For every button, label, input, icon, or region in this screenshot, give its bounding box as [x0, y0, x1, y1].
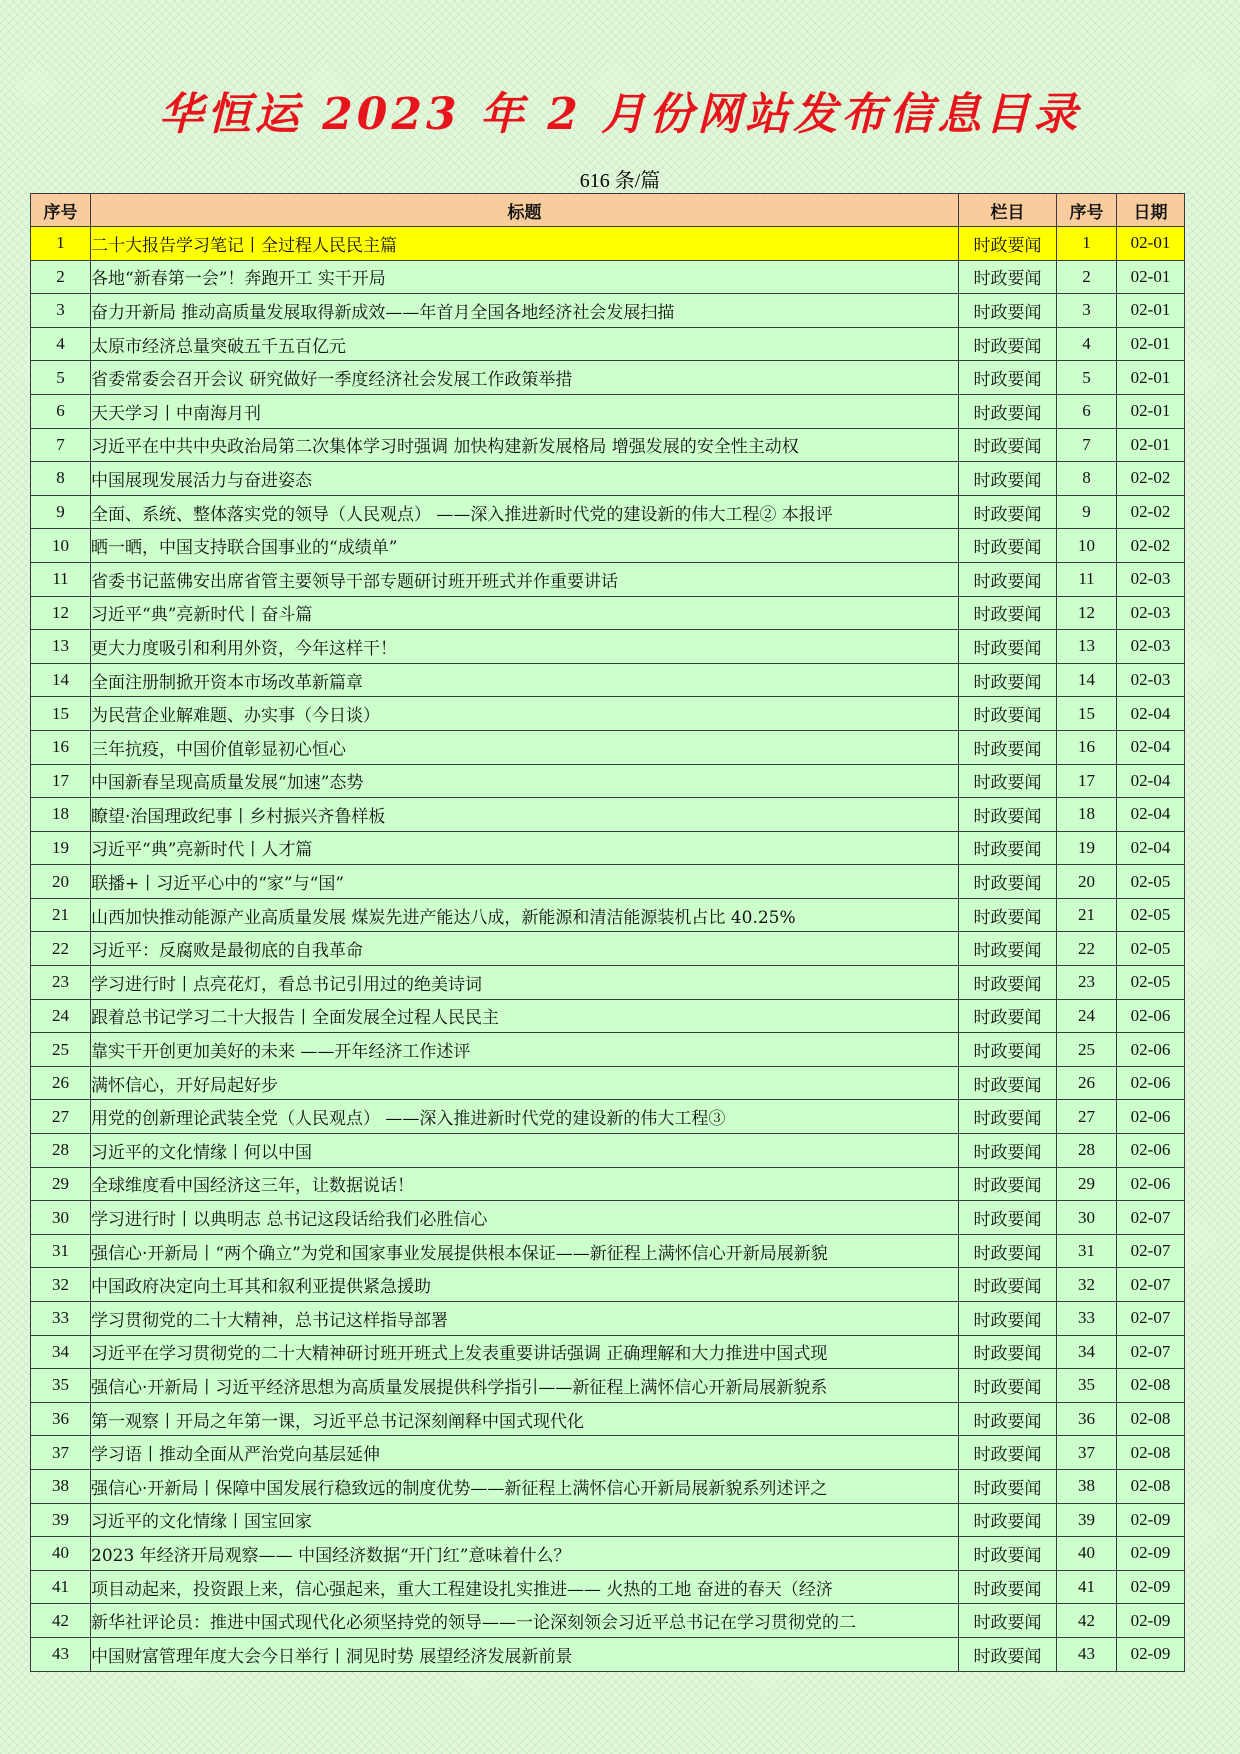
- table-row: [31, 1537, 1185, 1571]
- row-column: 时政要闻: [959, 1604, 1057, 1638]
- item-count: 616 条/篇: [579, 170, 661, 192]
- row-date: 02-03: [1117, 562, 1185, 596]
- table-row: [31, 1369, 1185, 1403]
- row-column: 时政要闻: [959, 529, 1057, 563]
- row-num: 6: [31, 394, 91, 428]
- row-date: 02-06: [1117, 1100, 1185, 1134]
- row-date: 02-09: [1117, 1637, 1185, 1671]
- row-column: 时政要闻: [959, 1469, 1057, 1503]
- table-row: [31, 1604, 1185, 1638]
- row-num: 27: [31, 1100, 91, 1134]
- header-row: [31, 194, 1185, 227]
- row-column: 时政要闻: [959, 1234, 1057, 1268]
- row-seq: 29: [1057, 1167, 1117, 1201]
- row-seq: 31: [1057, 1234, 1117, 1268]
- row-seq: 43: [1057, 1637, 1117, 1671]
- row-column: 时政要闻: [959, 1201, 1057, 1235]
- row-title: 为民营企业解难题、办实事（今日谈）: [91, 697, 959, 731]
- header-column: 栏目: [959, 194, 1057, 227]
- row-seq: 14: [1057, 663, 1117, 697]
- row-seq: 26: [1057, 1066, 1117, 1100]
- row-num: 9: [31, 495, 91, 529]
- catalog-table: [30, 193, 1185, 1672]
- row-date: 02-07: [1117, 1201, 1185, 1235]
- row-seq: 36: [1057, 1402, 1117, 1436]
- row-column: 时政要闻: [959, 1066, 1057, 1100]
- row-seq: 33: [1057, 1302, 1117, 1336]
- row-num: 22: [31, 932, 91, 966]
- row-column: 时政要闻: [959, 1134, 1057, 1168]
- row-num: 38: [31, 1469, 91, 1503]
- row-num: 25: [31, 1033, 91, 1067]
- row-column: 时政要闻: [959, 1436, 1057, 1470]
- table-row: [31, 1066, 1185, 1100]
- row-column: 时政要闻: [959, 1302, 1057, 1336]
- row-date: 02-05: [1117, 898, 1185, 932]
- row-seq: 10: [1057, 529, 1117, 563]
- row-title: 更大力度吸引和利用外资，今年这样干！: [91, 630, 959, 664]
- table-row: [31, 394, 1185, 428]
- row-date: 02-03: [1117, 663, 1185, 697]
- row-date: 02-01: [1117, 361, 1185, 395]
- row-title: 学习进行时丨点亮花灯，看总书记引用过的绝美诗词: [91, 966, 959, 1000]
- row-title: 强信心·开新局丨“两个确立”为党和国家事业发展提供根本保证——新征程上满怀信心开新局展新貌: [91, 1234, 959, 1268]
- row-column: 时政要闻: [959, 798, 1057, 832]
- table-row: [31, 831, 1185, 865]
- row-seq: 40: [1057, 1537, 1117, 1571]
- table-row: [31, 1201, 1185, 1235]
- row-seq: 32: [1057, 1268, 1117, 1302]
- row-title: 二十大报告学习笔记丨全过程人民民主篇: [91, 227, 959, 261]
- row-column: 时政要闻: [959, 932, 1057, 966]
- row-column: 时政要闻: [959, 1100, 1057, 1134]
- row-title: 中国政府决定向土耳其和叙利亚提供紧急援助: [91, 1268, 959, 1302]
- row-seq: 18: [1057, 798, 1117, 832]
- row-seq: 16: [1057, 730, 1117, 764]
- row-column: 时政要闻: [959, 730, 1057, 764]
- row-num: 35: [31, 1369, 91, 1403]
- table-row: [31, 1302, 1185, 1336]
- row-date: 02-04: [1117, 764, 1185, 798]
- row-seq: 9: [1057, 495, 1117, 529]
- row-seq: 5: [1057, 361, 1117, 395]
- table-row: [31, 697, 1185, 731]
- row-seq: 35: [1057, 1369, 1117, 1403]
- row-column: 时政要闻: [959, 831, 1057, 865]
- header-seq: 序号: [1057, 194, 1117, 227]
- row-seq: 7: [1057, 428, 1117, 462]
- row-title: 项目动起来，投资跟上来，信心强起来，重大工程建设扎实推进—— 火热的工地 奋进的春天（经济: [91, 1570, 959, 1604]
- row-seq: 11: [1057, 562, 1117, 596]
- row-date: 02-04: [1117, 798, 1185, 832]
- row-num: 21: [31, 898, 91, 932]
- table-row: [31, 428, 1185, 462]
- row-num: 19: [31, 831, 91, 865]
- table-row: [31, 1637, 1185, 1671]
- row-title: 跟着总书记学习二十大报告丨全面发展全过程人民民主: [91, 999, 959, 1033]
- row-seq: 42: [1057, 1604, 1117, 1638]
- table-row: [31, 1268, 1185, 1302]
- row-title: 天天学习丨中南海月刊: [91, 394, 959, 428]
- row-num: 10: [31, 529, 91, 563]
- row-title: 全面、系统、整体落实党的领导（人民观点） ——深入推进新时代党的建设新的伟大工程② 本报评: [91, 495, 959, 529]
- row-date: 02-03: [1117, 596, 1185, 630]
- row-num: 12: [31, 596, 91, 630]
- row-date: 02-08: [1117, 1402, 1185, 1436]
- row-date: 02-07: [1117, 1268, 1185, 1302]
- table-row: [31, 260, 1185, 294]
- row-column: 时政要闻: [959, 966, 1057, 1000]
- row-num: 24: [31, 999, 91, 1033]
- row-date: 02-01: [1117, 327, 1185, 361]
- table-row: [31, 1033, 1185, 1067]
- row-date: 02-02: [1117, 529, 1185, 563]
- table-row: [31, 1570, 1185, 1604]
- row-title: 学习进行时丨以典明志 总书记这段话给我们必胜信心: [91, 1201, 959, 1235]
- row-num: 1: [31, 227, 91, 261]
- header-title: 标题: [91, 194, 959, 227]
- row-title: 靠实干开创更加美好的未来 ——开年经济工作述评: [91, 1033, 959, 1067]
- row-column: 时政要闻: [959, 663, 1057, 697]
- row-column: 时政要闻: [959, 1369, 1057, 1403]
- row-title: 三年抗疫，中国价值彰显初心恒心: [91, 730, 959, 764]
- row-date: 02-02: [1117, 495, 1185, 529]
- row-seq: 41: [1057, 1570, 1117, 1604]
- table-row: [31, 1234, 1185, 1268]
- row-title: 晒一晒，中国支持联合国事业的“成绩单”: [91, 529, 959, 563]
- row-seq: 28: [1057, 1134, 1117, 1168]
- table-row: [31, 798, 1185, 832]
- row-date: 02-01: [1117, 428, 1185, 462]
- row-num: 18: [31, 798, 91, 832]
- row-date: 02-01: [1117, 394, 1185, 428]
- row-seq: 13: [1057, 630, 1117, 664]
- row-num: 2: [31, 260, 91, 294]
- row-column: 时政要闻: [959, 394, 1057, 428]
- row-date: 02-04: [1117, 697, 1185, 731]
- row-date: 02-06: [1117, 1066, 1185, 1100]
- row-date: 02-04: [1117, 831, 1185, 865]
- row-column: 时政要闻: [959, 1268, 1057, 1302]
- row-num: 23: [31, 966, 91, 1000]
- row-num: 5: [31, 361, 91, 395]
- row-title: 强信心·开新局丨习近平经济思想为高质量发展提供科学指引——新征程上满怀信心开新局展新貌系: [91, 1369, 959, 1403]
- row-column: 时政要闻: [959, 1167, 1057, 1201]
- row-title: 学习语丨推动全面从严治党向基层延伸: [91, 1436, 959, 1470]
- row-title: 联播+丨习近平心中的“家”与“国”: [91, 865, 959, 899]
- row-seq: 19: [1057, 831, 1117, 865]
- row-num: 15: [31, 697, 91, 731]
- row-title: 学习贯彻党的二十大精神，总书记这样指导部署: [91, 1302, 959, 1336]
- row-seq: 30: [1057, 1201, 1117, 1235]
- row-num: 4: [31, 327, 91, 361]
- row-date: 02-07: [1117, 1335, 1185, 1369]
- row-date: 02-09: [1117, 1604, 1185, 1638]
- table-row: [31, 1503, 1185, 1537]
- row-column: 时政要闻: [959, 865, 1057, 899]
- row-date: 02-09: [1117, 1503, 1185, 1537]
- row-title: 省委书记蓝佛安出席省管主要领导干部专题研讨班开班式并作重要讲话: [91, 562, 959, 596]
- table-row: [31, 730, 1185, 764]
- row-seq: 12: [1057, 596, 1117, 630]
- row-num: 7: [31, 428, 91, 462]
- row-num: 11: [31, 562, 91, 596]
- row-title: 太原市经济总量突破五千五百亿元: [91, 327, 959, 361]
- row-title: 第一观察丨开局之年第一课，习近平总书记深刻阐释中国式现代化: [91, 1402, 959, 1436]
- row-column: 时政要闻: [959, 227, 1057, 261]
- table-row: [31, 529, 1185, 563]
- row-title: 满怀信心，开好局起好步: [91, 1066, 959, 1100]
- table-row: [31, 764, 1185, 798]
- row-date: 02-01: [1117, 227, 1185, 261]
- table-row: [31, 865, 1185, 899]
- row-date: 02-05: [1117, 966, 1185, 1000]
- table-row: [31, 1436, 1185, 1470]
- row-date: 02-07: [1117, 1234, 1185, 1268]
- row-num: 43: [31, 1637, 91, 1671]
- row-title: 新华社评论员：推进中国式现代化必须坚持党的领导——一论深刻领会习近平总书记在学习贯彻党的二: [91, 1604, 959, 1638]
- row-date: 02-06: [1117, 1167, 1185, 1201]
- row-num: 17: [31, 764, 91, 798]
- row-title: 中国展现发展活力与奋进姿态: [91, 462, 959, 496]
- row-title: 习近平在中共中央政治局第二次集体学习时强调 加快构建新发展格局 增强发展的安全性主动权: [91, 428, 959, 462]
- table-row: [31, 630, 1185, 664]
- row-seq: 38: [1057, 1469, 1117, 1503]
- row-title: 2023 年经济开局观察—— 中国经济数据“开门红”意味着什么？: [91, 1537, 959, 1571]
- row-title: 习近平“典”亮新时代丨奋斗篇: [91, 596, 959, 630]
- row-date: 02-01: [1117, 294, 1185, 328]
- row-num: 36: [31, 1402, 91, 1436]
- row-title: 习近平的文化情缘丨国宝回家: [91, 1503, 959, 1537]
- row-column: 时政要闻: [959, 260, 1057, 294]
- row-title: 山西加快推动能源产业高质量发展 煤炭先进产能达八成，新能源和清洁能源装机占比 40.25%: [91, 898, 959, 932]
- row-date: 02-09: [1117, 1570, 1185, 1604]
- row-date: 02-08: [1117, 1436, 1185, 1470]
- row-num: 3: [31, 294, 91, 328]
- row-column: 时政要闻: [959, 428, 1057, 462]
- row-date: 02-05: [1117, 932, 1185, 966]
- row-title: 用党的创新理论武装全党（人民观点） ——深入推进新时代党的建设新的伟大工程③: [91, 1100, 959, 1134]
- table-row: [31, 1402, 1185, 1436]
- row-seq: 1: [1057, 227, 1117, 261]
- row-date: 02-04: [1117, 730, 1185, 764]
- row-seq: 37: [1057, 1436, 1117, 1470]
- row-num: 39: [31, 1503, 91, 1537]
- row-num: 28: [31, 1134, 91, 1168]
- row-seq: 25: [1057, 1033, 1117, 1067]
- row-date: 02-06: [1117, 1033, 1185, 1067]
- row-title: 习近平的文化情缘丨何以中国: [91, 1134, 959, 1168]
- row-column: 时政要闻: [959, 999, 1057, 1033]
- row-date: 02-06: [1117, 1134, 1185, 1168]
- row-column: 时政要闻: [959, 327, 1057, 361]
- row-seq: 24: [1057, 999, 1117, 1033]
- row-column: 时政要闻: [959, 1402, 1057, 1436]
- header-num: 序号: [31, 194, 91, 227]
- row-seq: 17: [1057, 764, 1117, 798]
- row-column: 时政要闻: [959, 1033, 1057, 1067]
- row-num: 14: [31, 663, 91, 697]
- table-row: [31, 932, 1185, 966]
- row-date: 02-08: [1117, 1469, 1185, 1503]
- row-column: 时政要闻: [959, 1537, 1057, 1571]
- row-column: 时政要闻: [959, 562, 1057, 596]
- page-title: 华恒运 2023 年 2 月份网站发布信息目录: [158, 89, 1082, 140]
- table-row: [31, 966, 1185, 1000]
- row-title: 中国财富管理年度大会今日举行丨洞见时势 展望经济发展新前景: [91, 1637, 959, 1671]
- row-column: 时政要闻: [959, 764, 1057, 798]
- row-num: 34: [31, 1335, 91, 1369]
- row-column: 时政要闻: [959, 1503, 1057, 1537]
- row-seq: 27: [1057, 1100, 1117, 1134]
- row-seq: 21: [1057, 898, 1117, 932]
- row-column: 时政要闻: [959, 1335, 1057, 1369]
- row-date: 02-05: [1117, 865, 1185, 899]
- row-seq: 6: [1057, 394, 1117, 428]
- row-num: 32: [31, 1268, 91, 1302]
- row-date: 02-01: [1117, 260, 1185, 294]
- row-title: 全面注册制掀开资本市场改革新篇章: [91, 663, 959, 697]
- row-seq: 23: [1057, 966, 1117, 1000]
- row-column: 时政要闻: [959, 1637, 1057, 1671]
- row-column: 时政要闻: [959, 361, 1057, 395]
- header-date: 日期: [1117, 194, 1185, 227]
- row-num: 33: [31, 1302, 91, 1336]
- row-column: 时政要闻: [959, 596, 1057, 630]
- row-seq: 4: [1057, 327, 1117, 361]
- row-date: 02-02: [1117, 462, 1185, 496]
- row-num: 8: [31, 462, 91, 496]
- table-row: [31, 562, 1185, 596]
- row-column: 时政要闻: [959, 294, 1057, 328]
- table-row: [31, 1167, 1185, 1201]
- row-seq: 22: [1057, 932, 1117, 966]
- row-date: 02-06: [1117, 999, 1185, 1033]
- row-num: 13: [31, 630, 91, 664]
- row-date: 02-08: [1117, 1369, 1185, 1403]
- row-title: 奋力开新局 推动高质量发展取得新成效——年首月全国各地经济社会发展扫描: [91, 294, 959, 328]
- table-row: [31, 495, 1185, 529]
- table-row: [31, 898, 1185, 932]
- row-num: 37: [31, 1436, 91, 1470]
- row-title: 习近平在学习贯彻党的二十大精神研讨班开班式上发表重要讲话强调 正确理解和大力推进中国式现: [91, 1335, 959, 1369]
- row-column: 时政要闻: [959, 630, 1057, 664]
- row-column: 时政要闻: [959, 697, 1057, 731]
- table-row: [31, 1335, 1185, 1369]
- table-row: [31, 227, 1185, 261]
- row-num: 26: [31, 1066, 91, 1100]
- row-column: 时政要闻: [959, 462, 1057, 496]
- row-title: 省委常委会召开会议 研究做好一季度经济社会发展工作政策举措: [91, 361, 959, 395]
- row-seq: 3: [1057, 294, 1117, 328]
- row-seq: 20: [1057, 865, 1117, 899]
- row-num: 16: [31, 730, 91, 764]
- table-row: [31, 999, 1185, 1033]
- table-row: [31, 361, 1185, 395]
- row-date: 02-07: [1117, 1302, 1185, 1336]
- row-num: 20: [31, 865, 91, 899]
- row-title: 习近平“典”亮新时代丨人才篇: [91, 831, 959, 865]
- row-seq: 39: [1057, 1503, 1117, 1537]
- row-column: 时政要闻: [959, 898, 1057, 932]
- row-num: 31: [31, 1234, 91, 1268]
- row-title: 习近平：反腐败是最彻底的自我革命: [91, 932, 959, 966]
- row-num: 41: [31, 1570, 91, 1604]
- row-column: 时政要闻: [959, 495, 1057, 529]
- table-row: [31, 327, 1185, 361]
- row-seq: 34: [1057, 1335, 1117, 1369]
- row-column: 时政要闻: [959, 1570, 1057, 1604]
- row-date: 02-03: [1117, 630, 1185, 664]
- table-row: [31, 462, 1185, 496]
- row-title: 各地“新春第一会”！奔跑开工 实干开局: [91, 260, 959, 294]
- table-row: [31, 663, 1185, 697]
- row-num: 29: [31, 1167, 91, 1201]
- row-title: 全球维度看中国经济这三年，让数据说话！: [91, 1167, 959, 1201]
- table-row: [31, 1469, 1185, 1503]
- table-row: [31, 1134, 1185, 1168]
- row-date: 02-09: [1117, 1537, 1185, 1571]
- row-num: 40: [31, 1537, 91, 1571]
- row-title: 瞭望·治国理政纪事丨乡村振兴齐鲁样板: [91, 798, 959, 832]
- row-seq: 2: [1057, 260, 1117, 294]
- table-row: [31, 294, 1185, 328]
- table-body: [31, 227, 1185, 1672]
- row-num: 30: [31, 1201, 91, 1235]
- table-row: [31, 596, 1185, 630]
- row-title: 强信心·开新局丨保障中国发展行稳致远的制度优势——新征程上满怀信心开新局展新貌系列述评之: [91, 1469, 959, 1503]
- table-row: [31, 1100, 1185, 1134]
- row-seq: 15: [1057, 697, 1117, 731]
- row-num: 42: [31, 1604, 91, 1638]
- row-title: 中国新春呈现高质量发展“加速”态势: [91, 764, 959, 798]
- row-seq: 8: [1057, 462, 1117, 496]
